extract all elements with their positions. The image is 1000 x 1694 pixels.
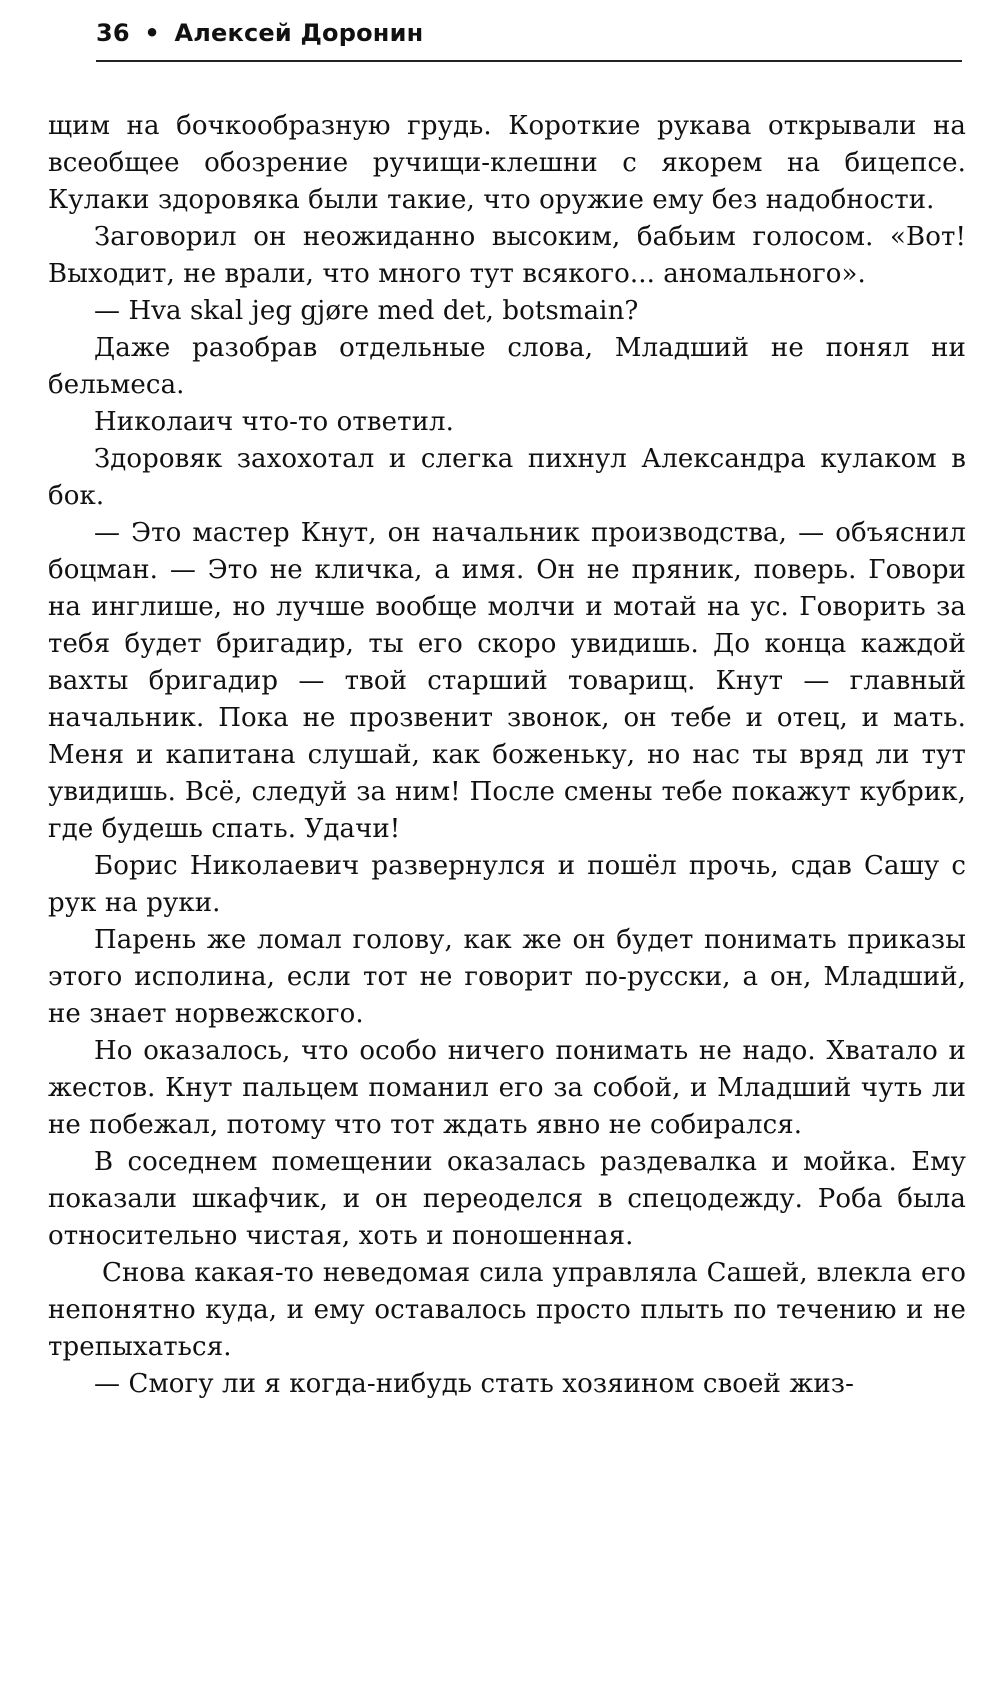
paragraph: Здоровяк захохотал и слегка пихнул Александра кулаком в бок. [48, 444, 966, 511]
paragraph: Заговорил он неожиданно высоким, бабьим голосом. «Вот! Выходит, не врали, что много тут всякого... аномального». [48, 222, 966, 289]
paragraph: — Hva skal jeg gjøre med det, botsmain? [94, 296, 639, 326]
paragraph: Даже разобрав отдельные слова, Младший не понял ни бельмеса. [48, 333, 966, 400]
paragraph: Но оказалось, что особо ничего понимать не надо. Хватало и жестов. Кнут пальцем поманил его за собой, и Младший чуть ли не побежал, потому что тот ждать явно не собирался. [48, 1036, 966, 1140]
header-bullet: • [144, 19, 160, 47]
paragraph: — Смогу ли я когда-нибудь стать хозяином своей жиз- [94, 1369, 854, 1399]
paragraph: Снова какая-то неведомая сила управляла Сашей, влекла его непонятно куда, и ему оставалось просто плыть по течению и не трепыхаться. [48, 1258, 966, 1362]
paragraph: В соседнем помещении оказалась раздевалка и мойка. Ему показали шкафчик, и он переоделся в спецодежду. Роба была относительно чистая, хоть и поношенная. [48, 1147, 966, 1251]
header-rule [96, 60, 962, 62]
paragraph: — Это мастер Кнут, он начальник производства, — объяснил боцман. — Это не кличка, а имя. Он не пряник, поверь. Говори на инглише, но лучше вообще молчи и мотай на ус. Говорить за тебя будет бригадир, ты его скоро увидишь. До конца каждой вахты бригадир — твой старший товарищ. Кнут — главный начальник. Пока не прозвенит звонок, он тебе и отец, и мать. Меня и капитана слушай, как боженьку, но нас ты вряд ли тут увидишь. Всё, следуй за ним! После смены тебе покажут кубрик, где будешь спать. Удачи! [48, 518, 966, 844]
paragraph: щим на бочкообразную грудь. Короткие рукава открывали на всеобщее обозрение ручищи-клешни с якорем на бицепсе. Кулаки здоровяка были такие, что оружие ему без надобности. [48, 111, 966, 215]
page-number: 36 [96, 19, 130, 47]
body-text [48, 108, 966, 1403]
paragraph: Николаич что-то ответил. [94, 407, 454, 437]
paragraph: Борис Николаевич развернулся и пошёл прочь, сдав Сашу с рук на руки. [48, 851, 966, 918]
author-name: Алексей Доронин [174, 19, 424, 47]
paragraph: Парень же ломал голову, как же он будет понимать приказы этого исполина, если тот не говорит по-русски, а он, Младший, не знает норвежского. [48, 925, 966, 1029]
running-head [96, 18, 423, 48]
